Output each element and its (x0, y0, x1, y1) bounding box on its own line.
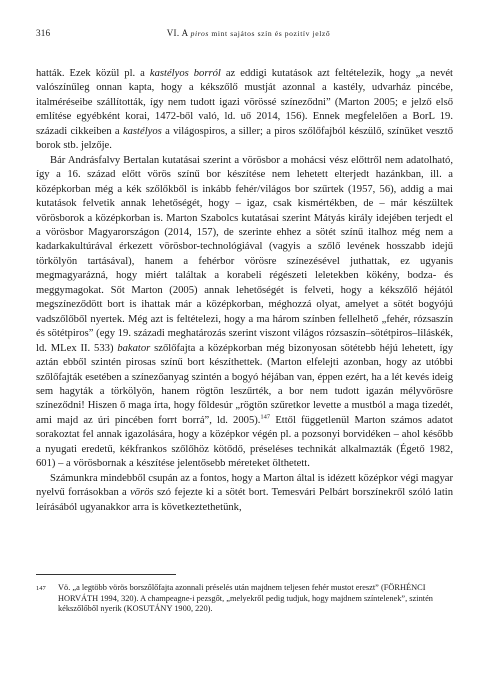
main-text (36, 67, 453, 515)
italic-term: bakator (117, 342, 151, 354)
running-title (86, 28, 451, 38)
italic-term: kastélyos borról (149, 68, 221, 79)
text-run: a világospiros, a siller; a piros szőlőfajból készülő, színüket vesztő borok stb. jelzője. (36, 125, 454, 152)
footnote-reference[interactable]: 147 (260, 413, 271, 421)
footnote-divider (36, 574, 176, 575)
footnote-147 (36, 583, 453, 615)
text-run: Ettől függetlenül Marton számos adatot sorakoztat fel annak igazolására, hogy a középkor végén pl. a pozsonyi borvidéken – ahol később a nyugati eredetű, kékfrankos szőlőhöz kötődő, préseléses technikát alkalmazták (Égető 1982, 601) – a vörösbornak a készítése jelentősebb méreteket ölthetett. (36, 414, 453, 470)
paragraph-2 (36, 154, 453, 472)
italic-term: vörös (130, 487, 154, 499)
paragraph-1 (36, 67, 453, 154)
text-run: szó fejezte ki a sötét bort. Temesvári Pelbárt borszínekről szóló latin leírásából ugyanakkor arra is következtethetünk, (36, 487, 453, 513)
running-title-part2: mint sajátos szín és pozitív jelző (208, 29, 331, 38)
page-number: 316 (36, 28, 51, 38)
text-run: az eddigi kutatások azt feltételezik, hogy „a nevét valószínűleg onnan kapta, hogy a kékszőlő mustját azonnal a kastély, udvarház pincébe, italméréseibe szállították, így nem tudott igazi vörössé színeződni” (Marton 2005; e jelző első említése egyébként korai, 1472-ből való, ld. uő 2014, 156). Ennek megfelelően a BorL 19. századi cikkeiben a (36, 68, 454, 137)
text-run: hatták. Ezek közül pl. a (36, 68, 150, 79)
running-title-italic: piros (190, 29, 209, 38)
paragraph-3 (36, 472, 453, 515)
footnote-number: 147 (36, 585, 46, 592)
footnote-text: Vö. „a legtöbb vörös borszőlőfajta azonnali préselés után majdnem teljesen fehér mustot ereszt” (FÖRHÉNCI HORVÁTH 1994, 320). A champeagne-i pezsgőt, „melyekről pedig tudjuk, hogy majdnem színtelenek”, szintén kékszőlőből nyerik (KOSUTÁNY 1900, 220). (58, 583, 433, 614)
text-run: Számunkra mindebből csupán az a fontos, hogy a Marton által is idézett középkor végi magyar nyelvű forrásokban a (36, 472, 453, 499)
text-run: szőlőfajta a középkorban még bizonyosan sötétebb héjú lehetett, így aztán ebből szintén pirosas színű bort készíthettek. (Marton elfelejti azonban, hogy az utóbbi szőlőfajták esetében a színezőanyag szintén a bogyó héjában van, éppen ezért, ha a lét kevés ideig sem hagyták a törkölyön, hanem rögtön leszűrték, a bor nem tudott igazán mélyvörösre színeződni! Hiszen ő maga írta, hogy földesúr „rögtön szűretkor levette a mustból a maga tizedét, ami majd az úri pincében forrt borrá”, ld. 2005). (36, 342, 453, 426)
text-run: Bár Andrásfalvy Bertalan kutatásai szerint a vörösbor a mohácsi vész előttről nem adatolható, így a 16. század előtt vörös színű bor készítése nem lehetett elterjedt hazánkban, ill. a középkorban még a kék szőlőkből is inkább fehér/világos bor szűrtek (1957, 56), addig a mai kutatások felvetik annak lehetőségét, hogy – igaz, csak kismértékben, de – már készültek vörösborok a középkorban is. Marton Szabolcs kutatásai szerint Mátyás király idejében terjedt el a vörösbor Magyarországon (2014, 157), de szerinte ehhez a sötét színű italhoz még nem a kadarkakultúrával érkezett vörösbor-technológiával (vagyis a szőlő levének hosszabb idejű törkölyön tartásával), hanem a fehérbor vörösre színezésével juthattak, ez ugyanis megmagyarázná, hogy miért találtak a korabeli régészeti leletekben kökény, bodza- és meggymagokat. Sőt Marton (2005) annak lehetőségét is felveti, hogy a kékszőlő héjától megszíneződött bort is ihattak már a középkorban, méghozzá olyat, amelyet a sötét bogyójú vadszőlőből nyertek. Még azt is feltételezi, hogy a ma három színben fellelhető „fehér, rózsaszín és sötétpiros” (egy 19. századi meghatározás szerint viszont világos rózsaszín–sötétpiros–liláskék, ld. MLex II. 533) (36, 154, 453, 354)
running-header (36, 28, 451, 38)
italic-term: kastélyos (122, 125, 162, 137)
running-title-part1: VI. A (166, 28, 191, 38)
